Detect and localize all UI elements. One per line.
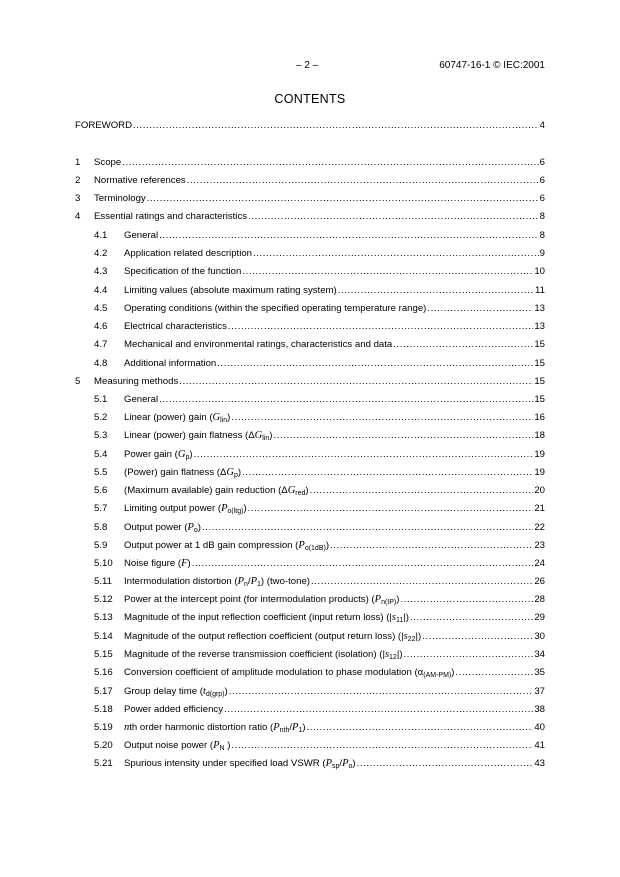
toc-entry-label: General xyxy=(124,394,159,405)
toc-entry-label: Output noise power ($P_N$ ) xyxy=(124,740,231,752)
toc-entry-number: 5.4 xyxy=(94,449,108,460)
dot-leader xyxy=(357,758,534,769)
toc-entry-label: Output power $(P_o)$ xyxy=(124,522,201,534)
dot-leader xyxy=(307,722,534,733)
toc-entry-page: 37 xyxy=(534,686,545,697)
dot-leader xyxy=(410,612,533,623)
toc-entry[interactable] xyxy=(94,576,545,590)
toc-entry[interactable] xyxy=(94,248,545,262)
toc-entry-label: Magnitude of the output reflection coefficient (output return loss) $(|s_{22}|)$ xyxy=(124,631,422,643)
toc-entry[interactable] xyxy=(75,120,545,134)
toc-entry-label: Scope xyxy=(94,157,122,168)
toc-entry[interactable] xyxy=(94,321,545,335)
toc-entry-number: 2 xyxy=(75,175,81,186)
toc-entry-page: 40 xyxy=(534,722,545,733)
dot-leader xyxy=(253,248,539,259)
toc-entry-number: 4.6 xyxy=(94,321,108,332)
toc-entry-label: (Power) gain flatness $(\Delta G_p)$ xyxy=(124,467,242,479)
toc-entry-page: 29 xyxy=(534,612,545,623)
toc-entry-page: 8 xyxy=(539,211,545,222)
dot-leader xyxy=(159,230,539,241)
toc-entry-page: 19 xyxy=(534,449,545,460)
dot-leader xyxy=(400,594,533,605)
toc-entry[interactable] xyxy=(94,358,545,372)
toc-entry-page: 6 xyxy=(539,157,545,168)
toc-entry[interactable] xyxy=(94,594,545,608)
toc-entry-number: 5.17 xyxy=(94,686,113,697)
toc-entry[interactable] xyxy=(94,704,545,718)
toc-entry-label: Power gain $(G_p)$ xyxy=(124,449,193,461)
toc-entry[interactable] xyxy=(94,449,545,463)
toc-entry[interactable] xyxy=(94,303,545,317)
toc-entry-page: 11 xyxy=(535,285,545,296)
toc-entry[interactable] xyxy=(94,522,545,536)
toc-entry[interactable] xyxy=(94,503,545,517)
dot-leader xyxy=(330,540,533,551)
dot-leader xyxy=(133,120,539,131)
toc-entry-number: 5 xyxy=(75,376,81,387)
toc-entry-label: Power added efficiency xyxy=(124,704,224,715)
toc-entry-page: 23 xyxy=(534,540,545,551)
toc-entry-page: 10 xyxy=(534,266,545,277)
toc-entry[interactable] xyxy=(94,412,545,426)
toc-entry-number: 5.9 xyxy=(94,540,108,551)
toc-entry[interactable] xyxy=(94,612,545,626)
toc-entry[interactable] xyxy=(75,211,545,225)
toc-entry-label: Magnitude of the input reflection coefficient (input return loss) $(|s_{11}|)$ xyxy=(124,612,409,624)
dot-leader xyxy=(179,376,533,387)
toc-entry-number: 5.21 xyxy=(94,758,113,769)
toc-entry[interactable] xyxy=(94,339,545,353)
toc-entry[interactable] xyxy=(94,667,545,681)
toc-entry-page: 22 xyxy=(534,522,545,533)
toc-entry-page: 13 xyxy=(534,321,545,332)
dot-leader xyxy=(192,558,534,569)
toc-entry-page: 15 xyxy=(534,394,545,405)
dot-leader xyxy=(248,503,534,514)
toc-entry[interactable] xyxy=(94,394,545,408)
toc-entry[interactable] xyxy=(75,193,545,207)
dot-leader xyxy=(229,686,534,697)
dot-leader xyxy=(202,522,533,533)
toc-entry-label: Output power at 1 dB gain compression $(P_{o(1dB)})$ xyxy=(124,540,330,552)
toc-entry-page: 41 xyxy=(534,740,545,751)
toc-entry-page: 18 xyxy=(534,430,545,441)
toc-entry-page: 30 xyxy=(534,631,545,642)
toc-entry-page: 13 xyxy=(534,303,545,314)
toc-entry-label: Spurious intensity under specified load VSWR $(P_{sp}/P_o)$ xyxy=(124,758,356,770)
toc-entry[interactable] xyxy=(75,157,545,171)
toc-entry-number: 4.2 xyxy=(94,248,108,259)
toc-entry-label: Limiting values (absolute maximum rating system) xyxy=(124,285,337,296)
toc-entry-page: 21 xyxy=(534,503,545,514)
dot-leader xyxy=(404,649,534,660)
toc-entry[interactable] xyxy=(94,740,545,754)
toc-entry-page: 24 xyxy=(534,558,545,569)
toc-entry-label: Conversion coefficient of amplitude modulation to phase modulation $(\alpha_{(AM-PM)})$ xyxy=(124,667,455,679)
toc-entry-number: 5.11 xyxy=(94,576,112,587)
dot-leader xyxy=(311,576,533,587)
toc-entry-label: Limiting output power $(P_{o(ltg)})$ xyxy=(124,503,247,515)
dot-leader xyxy=(273,430,533,441)
toc-entry-label: Electrical characteristics xyxy=(124,321,227,332)
toc-entry-label: Mechanical and environmental ratings, characteristics and data xyxy=(124,339,393,350)
toc-entry-page: 4 xyxy=(539,120,545,131)
dot-leader xyxy=(242,467,533,478)
toc-entry-number: 1 xyxy=(75,157,81,168)
toc-entry-label: nth order harmonic distortion ratio $(P_{nth}/P_1)$ xyxy=(124,722,306,734)
dot-leader xyxy=(242,266,533,277)
toc-entry[interactable] xyxy=(94,485,545,499)
toc-entry[interactable] xyxy=(94,758,545,772)
dot-leader xyxy=(455,667,533,678)
dot-leader xyxy=(310,485,534,496)
toc-entry-page: 6 xyxy=(539,175,545,186)
toc-entry[interactable] xyxy=(94,467,545,481)
dot-leader xyxy=(187,175,539,186)
dot-leader xyxy=(228,321,533,332)
dot-leader xyxy=(393,339,533,350)
toc-entry-number: 4.4 xyxy=(94,285,108,296)
page-title: CONTENTS xyxy=(274,92,346,106)
toc-entry[interactable] xyxy=(94,285,545,299)
toc-entry-label: General xyxy=(124,230,159,241)
dot-leader xyxy=(122,157,538,168)
toc-entry-page: 16 xyxy=(534,412,545,423)
toc-entry-label: Specification of the function xyxy=(124,266,242,277)
dot-leader xyxy=(194,449,534,460)
toc-entry-page: 26 xyxy=(534,576,545,587)
dot-leader xyxy=(224,704,533,715)
toc-entry-page: 35 xyxy=(534,667,545,678)
toc-entry-label: Magnitude of the reverse transmission coefficient (isolation) $(|s_{12}|)$ xyxy=(124,649,403,661)
dot-leader xyxy=(231,740,533,751)
toc-entry-page: 8 xyxy=(539,230,545,241)
toc-entry-page: 19 xyxy=(534,467,545,478)
toc-entry-number: 4.1 xyxy=(94,230,108,241)
toc-entry-label: Terminology xyxy=(94,193,146,204)
toc-entry-number: 5.16 xyxy=(94,667,113,678)
dot-leader xyxy=(217,358,533,369)
toc-entry-page: 38 xyxy=(534,704,545,715)
toc-entry[interactable] xyxy=(94,430,545,444)
toc-entry-number: 5.14 xyxy=(94,631,113,642)
dot-leader xyxy=(231,412,533,423)
toc-entry[interactable] xyxy=(75,376,545,390)
toc-entry-label: Operating conditions (within the specified operating temperature range) xyxy=(124,303,427,314)
toc-entry-label: Linear (power) gain $(G_{lin})$ xyxy=(124,412,231,424)
toc-entry-page: 15 xyxy=(534,339,545,350)
toc-entry-number: 5.2 xyxy=(94,412,108,423)
toc-entry-number: 4.8 xyxy=(94,358,108,369)
toc-entry[interactable] xyxy=(94,230,545,244)
toc-entry[interactable] xyxy=(94,631,545,645)
page-number: – 2 – xyxy=(296,60,319,71)
toc-entry-number: 5.3 xyxy=(94,430,108,441)
toc-entry-number: 5.1 xyxy=(94,394,108,405)
toc-entry-page: 28 xyxy=(534,594,545,605)
toc-entry-label: (Maximum available) gain reduction $(\Delta G_{red})$ xyxy=(124,485,309,497)
toc-entry-label: Additional information xyxy=(124,358,217,369)
toc-entry-number: 5.8 xyxy=(94,522,108,533)
toc-entry-page: 20 xyxy=(534,485,545,496)
toc-entry-page: 9 xyxy=(539,248,545,259)
toc-entry-number: 5.10 xyxy=(94,558,113,569)
toc-entry[interactable] xyxy=(75,175,545,189)
toc-entry-label: Noise figure (F) xyxy=(124,558,191,569)
toc-entry-number: 5.5 xyxy=(94,467,108,478)
dot-leader xyxy=(338,285,534,296)
toc-entry-number: 5.19 xyxy=(94,722,113,733)
toc-entry-page: 15 xyxy=(534,376,545,387)
toc-entry-number: 5.18 xyxy=(94,704,113,715)
toc-entry-label: Essential ratings and characteristics xyxy=(94,211,248,222)
toc-entry-number: 5.6 xyxy=(94,485,108,496)
toc-entry-label: Power at the intercept point (for intermodulation products) $(P_{n(IP)})$ xyxy=(124,594,400,606)
toc-entry-number: 5.20 xyxy=(94,740,113,751)
toc-entry[interactable] xyxy=(94,649,545,663)
toc-entry-label: Intermodulation distortion $(P_n/P_1)$ (two-tone) xyxy=(124,576,310,588)
toc-entry-number: 5.7 xyxy=(94,503,108,514)
toc-entry-label: Normative references xyxy=(94,175,186,186)
toc-entry-number: 4 xyxy=(75,211,81,222)
toc-entry[interactable] xyxy=(94,266,545,280)
dot-leader xyxy=(147,193,539,204)
toc-entry[interactable] xyxy=(94,686,545,700)
dot-leader xyxy=(248,211,539,222)
toc-entry-page: 15 xyxy=(534,358,545,369)
dot-leader xyxy=(422,631,533,642)
toc-entry-number: 5.15 xyxy=(94,649,113,660)
toc-entry[interactable] xyxy=(94,540,545,554)
document-reference: 60747-16-1 © IEC:2001 xyxy=(439,60,545,71)
toc-entry-label: Group delay time $(t_{d(grp)})$ xyxy=(124,686,228,698)
toc-entry-number: 5.13 xyxy=(94,612,113,623)
toc-entry-page: 6 xyxy=(539,193,545,204)
toc-entry-number: 3 xyxy=(75,193,81,204)
toc-entry-number: 4.3 xyxy=(94,266,108,277)
toc-entry-label: Linear (power) gain flatness $(\Delta G_{lin})$ xyxy=(124,430,273,442)
dot-leader xyxy=(427,303,533,314)
toc-entry-number: 4.5 xyxy=(94,303,108,314)
toc-entry-number: 4.7 xyxy=(94,339,108,350)
toc-entry-page: 34 xyxy=(534,649,545,660)
toc-entry[interactable] xyxy=(94,558,545,572)
toc-entry-label: FOREWORD xyxy=(75,120,133,131)
toc-entry-label: Measuring methods xyxy=(94,376,179,387)
toc-entry[interactable] xyxy=(94,722,545,736)
toc-entry-page: 43 xyxy=(534,758,545,769)
toc-entry-label: Application related description xyxy=(124,248,252,259)
dot-leader xyxy=(159,394,533,405)
toc-entry-number: 5.12 xyxy=(94,594,113,605)
